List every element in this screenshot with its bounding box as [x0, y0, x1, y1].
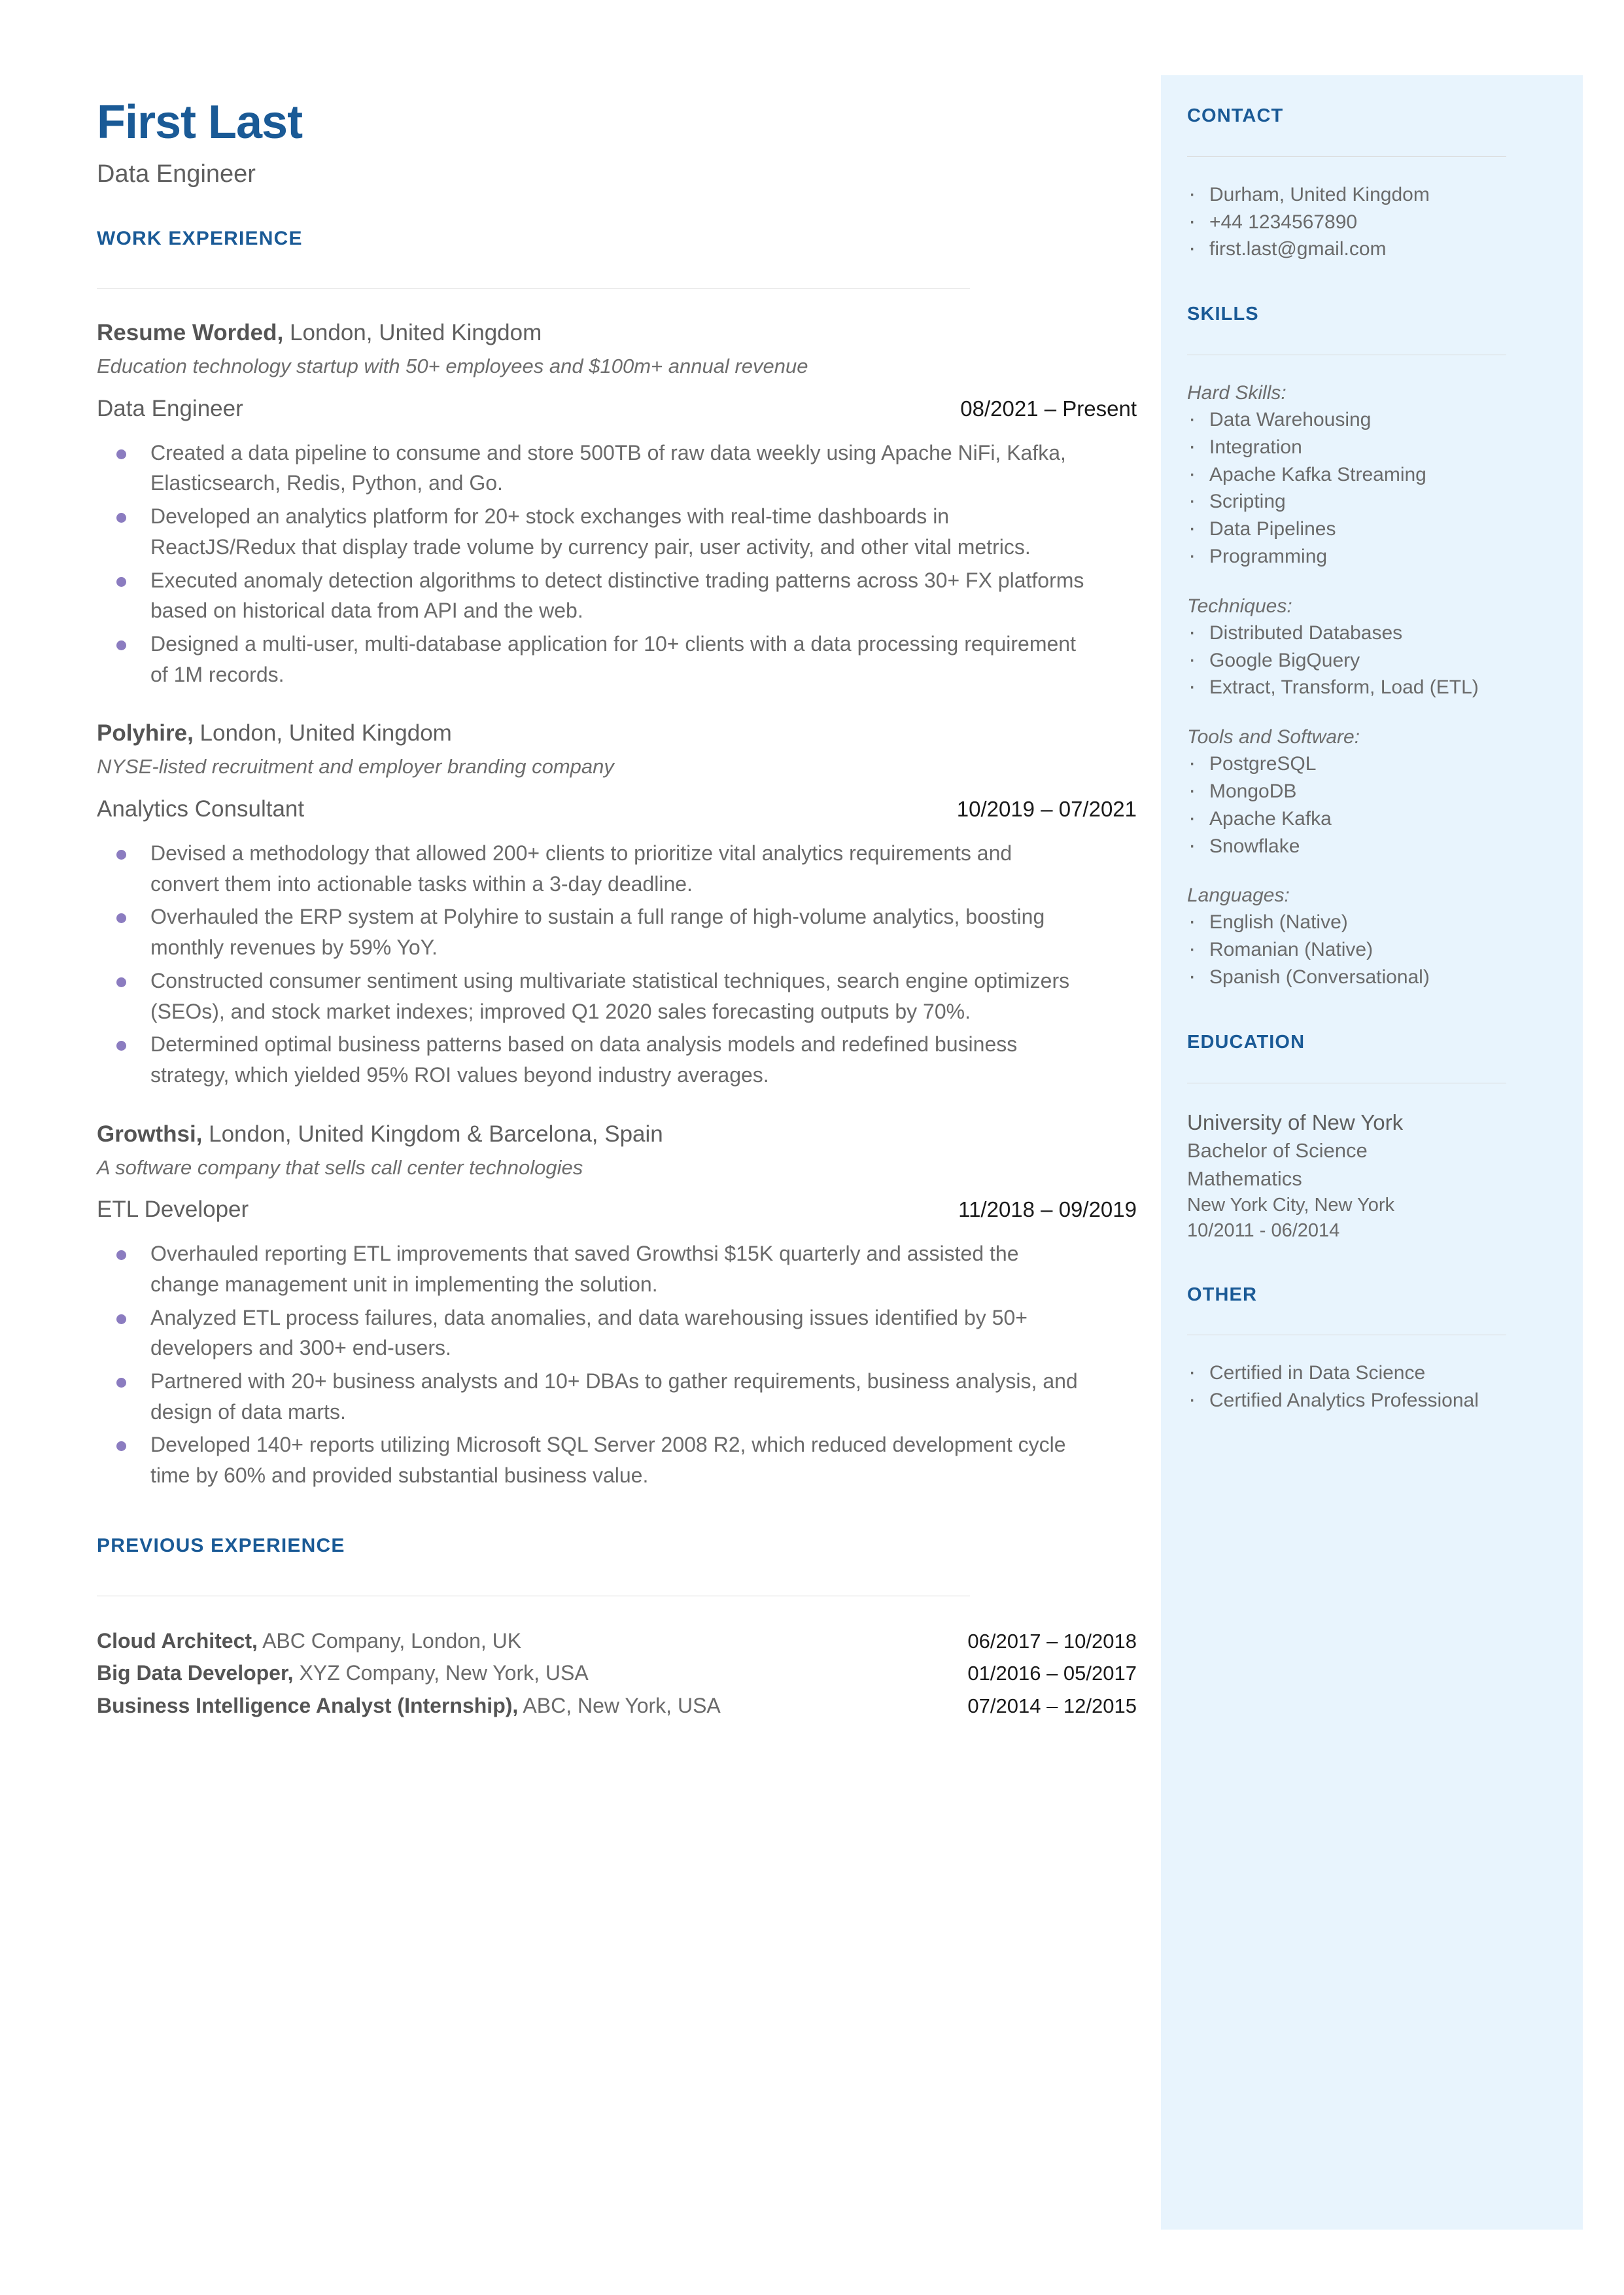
- spacer: [1187, 702, 1553, 724]
- list-item: Constructed consumer sentiment using multivariate statistical techniques, search engine optimizers (SEOs), and stock market indexes; improved Q1 2020 sales forecasting outputs by 70%.: [97, 966, 1086, 1026]
- spacer: [1187, 264, 1553, 303]
- company-line: [97, 1119, 1137, 1150]
- company-name: Growthsi,: [97, 1121, 203, 1147]
- company-location: London, United Kingdom: [283, 320, 542, 346]
- list-item: · Snowflake: [1187, 833, 1553, 860]
- list-item: · Apache Kafka Streaming: [1187, 462, 1553, 489]
- list-item: Determined optimal business patterns based on data analysis models and redefined business strategy, which yielded 95% ROI values beyond industry averages.: [97, 1029, 1086, 1090]
- section-heading-work-experience: WORK EXPERIENCE: [97, 228, 303, 250]
- previous-role-title: Business Intelligence Analyst (Internship),: [97, 1693, 519, 1717]
- contact-email: · first.last@gmail.com: [1187, 236, 1553, 263]
- section-heading-previous-experience: PREVIOUS EXPERIENCE: [97, 1534, 345, 1556]
- main-column: [97, 98, 1137, 1723]
- section-divider: [1187, 156, 1506, 157]
- previous-role-dates: 06/2017 – 10/2018: [967, 1629, 1137, 1653]
- list-item: Created a data pipeline to consume and store 500TB of raw data weekly using Apache NiFi, Kafka, Elasticsearch, Redis, Python, and Go.: [97, 438, 1086, 499]
- education-major: Mathematics: [1187, 1166, 1302, 1190]
- responsibility-list: [97, 1238, 1137, 1491]
- role-dates: 10/2019 – 07/2021: [956, 797, 1137, 822]
- section-heading-education: EDUCATION: [1187, 1031, 1305, 1053]
- spacer: [1187, 1244, 1553, 1284]
- list-item: · Romanian (Native): [1187, 937, 1553, 964]
- list-item: Developed 140+ reports utilizing Microsoft SQL Server 2008 R2, which reduced development cycle time by 60% and provided substantial business value.: [97, 1429, 1086, 1490]
- work-experience-entry: [97, 318, 1137, 690]
- list-item: Analyzed ETL process failures, data anomalies, and data warehousing issues identified by 50+ developers and 300+ end-users.: [97, 1303, 1086, 1363]
- skills-group-hard-skills: [1187, 380, 1553, 570]
- skills-list: [1187, 407, 1553, 570]
- table-row: [97, 1626, 1137, 1656]
- previous-role-line: [97, 1626, 521, 1656]
- contact-location: · Durham, United Kingdom: [1187, 182, 1553, 209]
- skills-group-label: Techniques:: [1187, 595, 1292, 617]
- other-list: [1187, 1360, 1553, 1414]
- list-item: · Google BigQuery: [1187, 648, 1553, 674]
- education-entry: [1187, 1108, 1553, 1244]
- list-item: Overhauled the ERP system at Polyhire to sustain a full range of high-volume analytics, boosting monthly revenues by 59% YoY.: [97, 902, 1086, 962]
- previous-role-title: Big Data Developer,: [97, 1661, 294, 1685]
- role-dates: 11/2018 – 09/2019: [958, 1197, 1137, 1222]
- list-item: Devised a methodology that allowed 200+ clients to prioritize vital analytics requirements and convert them into actionable tasks within a 3-day deadline.: [97, 838, 1086, 899]
- role-row: [97, 795, 1137, 824]
- table-row: [97, 1658, 1137, 1688]
- section-heading-other: OTHER: [1187, 1284, 1257, 1305]
- skills-group-languages: [1187, 883, 1553, 990]
- previous-experience-list: [97, 1626, 1137, 1721]
- spacer: [1187, 571, 1553, 593]
- education-dates: 10/2011 - 06/2014: [1187, 1220, 1340, 1242]
- spacer: [1187, 992, 1553, 1031]
- skills-group-label: Hard Skills:: [1187, 381, 1287, 404]
- header-subtitle: Data Engineer: [97, 160, 256, 188]
- list-item: · Data Pipelines: [1187, 516, 1553, 543]
- list-item: · Spanish (Conversational): [1187, 964, 1553, 991]
- list-item: Partnered with 20+ business analysts and 10+ DBAs to gather requirements, business analysis, and design of data marts.: [97, 1366, 1086, 1427]
- list-item: · English (Native): [1187, 909, 1553, 936]
- company-description: A software company that sells call center technologies: [97, 1155, 583, 1179]
- role-title: Data Engineer: [97, 395, 243, 421]
- previous-role-line: [97, 1691, 721, 1721]
- skills-group-label: Tools and Software:: [1187, 726, 1360, 748]
- previous-company: XYZ Company, New York, USA: [293, 1661, 589, 1685]
- skills-list: [1187, 909, 1553, 990]
- previous-role-dates: 01/2016 – 05/2017: [967, 1662, 1137, 1685]
- list-item: Developed an analytics platform for 20+ stock exchanges with real-time dashboards in ReactJS/Redux that display trade volume by currency pair, user activity, and other vital metrics.: [97, 501, 1086, 562]
- list-item: Overhauled reporting ETL improvements that saved Growthsi $15K quarterly and assisted the change management unit in implementing the solution.: [97, 1238, 1086, 1299]
- work-experience-entry: [97, 1119, 1137, 1491]
- contact-phone: · +44 1234567890: [1187, 209, 1553, 236]
- previous-company: ABC Company, London, UK: [257, 1628, 522, 1653]
- section-heading-contact: CONTACT: [1187, 105, 1284, 126]
- previous-role-dates: 07/2014 – 12/2015: [967, 1694, 1137, 1717]
- contact-list: [1187, 182, 1553, 263]
- skills-group-tools-and-software: [1187, 724, 1553, 860]
- role-row: [97, 1195, 1137, 1224]
- list-item: · Scripting: [1187, 489, 1553, 516]
- list-item: · Integration: [1187, 434, 1553, 461]
- responsibility-list: [97, 438, 1137, 690]
- list-item: · Data Warehousing: [1187, 407, 1553, 434]
- responsibility-list: [97, 838, 1137, 1091]
- list-item: · MongoDB: [1187, 779, 1553, 805]
- list-item: · PostgreSQL: [1187, 751, 1553, 778]
- spacer: [1187, 860, 1553, 883]
- section-heading-skills: SKILLS: [1187, 304, 1259, 325]
- company-line: [97, 318, 1137, 349]
- company-name: Resume Worded,: [97, 320, 284, 346]
- skills-group-techniques: [1187, 593, 1553, 701]
- company-line: [97, 718, 1137, 749]
- company-description: NYSE-listed recruitment and employer branding company: [97, 755, 614, 779]
- list-item: · Extract, Transform, Load (ETL): [1187, 674, 1553, 701]
- skills-group-label: Languages:: [1187, 885, 1290, 907]
- list-item: · Certified in Data Science: [1187, 1360, 1553, 1387]
- company-name: Polyhire,: [97, 720, 194, 746]
- role-row: [97, 394, 1137, 423]
- role-title: ETL Developer: [97, 1197, 249, 1223]
- sidebar-content: [1187, 105, 1553, 1415]
- role-dates: 08/2021 – Present: [960, 396, 1137, 421]
- list-item: · Certified Analytics Professional: [1187, 1388, 1553, 1414]
- list-item: · Programming: [1187, 544, 1553, 570]
- skills-list: [1187, 751, 1553, 860]
- list-item: Executed anomaly detection algorithms to detect distinctive trading patterns across 30+ FX platforms based on historical data from API and the web.: [97, 565, 1086, 626]
- company-location: London, United Kingdom & Barcelona, Spain: [202, 1121, 663, 1147]
- previous-role-title: Cloud Architect,: [97, 1628, 258, 1653]
- table-row: [97, 1691, 1137, 1721]
- skills-list: [1187, 620, 1553, 701]
- company-description: Education technology startup with 50+ employees and $100m+ annual revenue: [97, 355, 808, 378]
- previous-company: ABC, New York, USA: [518, 1693, 721, 1717]
- work-experience-entry: [97, 718, 1137, 1090]
- education-school: University of New York: [1187, 1110, 1404, 1134]
- previous-experience-section: [97, 1534, 1137, 1721]
- role-title: Analytics Consultant: [97, 796, 305, 822]
- education-degree: Bachelor of Science: [1187, 1139, 1368, 1163]
- page-title: First Last: [97, 96, 303, 149]
- education-location: New York City, New York: [1187, 1194, 1394, 1216]
- company-location: London, United Kingdom: [193, 720, 452, 746]
- list-item: · Distributed Databases: [1187, 620, 1553, 647]
- list-item: · Apache Kafka: [1187, 806, 1553, 833]
- list-item: Designed a multi-user, multi-database application for 10+ clients with a data processing requirement of 1M records.: [97, 629, 1086, 690]
- previous-role-line: [97, 1658, 589, 1688]
